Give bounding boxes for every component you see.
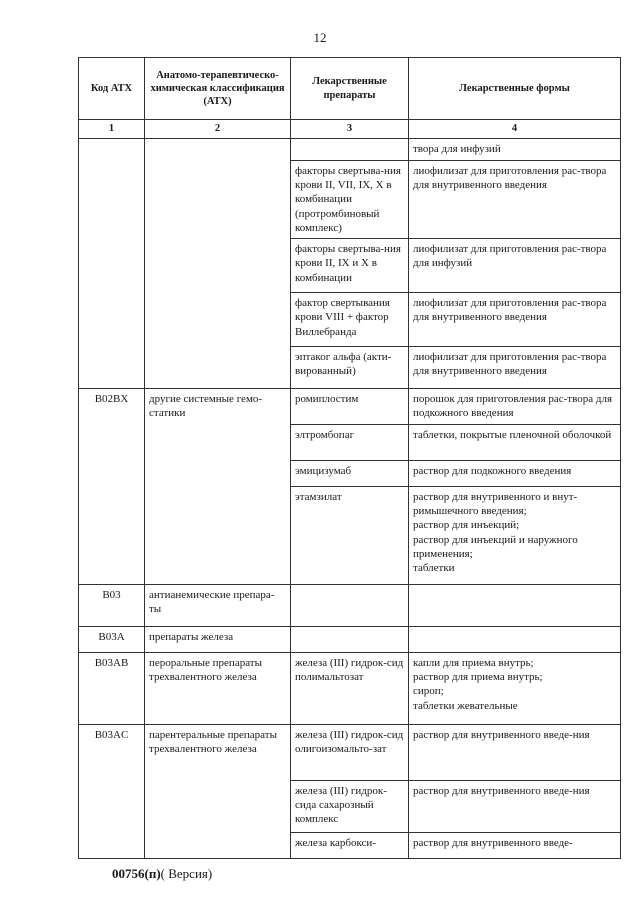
table-row (79, 652, 621, 724)
forms-cell: лиофилизат для приготовления рас-твора для внутривенного введения (409, 347, 621, 389)
drug-cell: элтромбопаг (291, 424, 409, 460)
forms-cell: лиофилизат для приготовления рас-твора для инфузий (409, 239, 621, 293)
atc-code-cell: B03A (79, 626, 145, 652)
drug-cell: фактор свертывания крови VIII + фактор Виллебранда (291, 293, 409, 347)
header-dosage-forms: Лекарственные формы (409, 58, 621, 120)
column-number: 1 (79, 120, 145, 139)
drug-cell: железа (III) гидрок-сид полимальтозат (291, 652, 409, 724)
forms-cell: порошок для приготовления рас-твора для подкожного введения (409, 389, 621, 425)
drug-cell: эмицизумаб (291, 460, 409, 486)
atc-drug-table (78, 57, 621, 859)
header-atc-code: Код АТХ (79, 58, 145, 120)
column-number: 3 (291, 120, 409, 139)
drug-cell: железа (III) гидрок-сида сахарозный комплекс (291, 780, 409, 832)
forms-cell: таблетки, покрытые пленочной оболочкой (409, 424, 621, 460)
header-drugs: Лекарственные препараты (291, 58, 409, 120)
atc-class-cell: препараты железа (145, 626, 291, 652)
drug-cell: факторы свертыва-ния крови II, VII, IX, X в комбинации (протромбиновый комплекс) (291, 160, 409, 238)
table-row (79, 724, 621, 780)
forms-cell: раствор для внутривенного введе- (409, 832, 621, 858)
table-row (79, 584, 621, 626)
drug-cell: железа (III) гидрок-сид олигоизомальто-зат (291, 724, 409, 780)
column-number: 4 (409, 120, 621, 139)
footer-code: 00756(п) (112, 866, 161, 881)
forms-cell: раствор для внутривенного и внут-римышечного введения; раствор для инъекций; раствор для инъекций и наружного применения; таблетки (409, 486, 621, 584)
footer-version: ( Версия) (160, 866, 213, 881)
drug-cell: эптаког альфа (акти-вированный) (291, 347, 409, 389)
atc-code-cell: B03AB (79, 652, 145, 724)
drug-cell: этамзилат (291, 486, 409, 584)
table-row (79, 138, 621, 160)
atc-class-cell: парентеральные препараты трехвалентного железа (145, 724, 291, 858)
forms-cell: раствор для внутривенного введе-ния (409, 780, 621, 832)
drug-cell-empty (291, 138, 409, 160)
table-row (79, 389, 621, 425)
atc-class-cell: пероральные препараты трехвалентного железа (145, 652, 291, 724)
forms-cell: твора для инфузий (409, 138, 621, 160)
atc-code-cell: B03 (79, 584, 145, 626)
atc-code-cell: B02BX (79, 389, 145, 585)
atc-class-cell: другие системные гемо-статики (145, 389, 291, 585)
drug-cell: факторы свертыва-ния крови II, IX и X в комбинации (291, 239, 409, 293)
document-footer (112, 866, 212, 882)
forms-cell: лиофилизат для приготовления рас-твора для внутривенного введения (409, 293, 621, 347)
drug-cell-empty (291, 626, 409, 652)
column-number: 2 (145, 120, 291, 139)
code-cell-empty (79, 138, 145, 388)
atc-class-cell: антианемические препара-ты (145, 584, 291, 626)
atc-code-cell: B03AC (79, 724, 145, 858)
table-row (79, 626, 621, 652)
forms-cell: капли для приема внутрь; раствор для приема внутрь; сироп; таблетки жевательные (409, 652, 621, 724)
forms-cell: раствор для внутривенного введе-ния (409, 724, 621, 780)
forms-cell-empty (409, 626, 621, 652)
forms-cell: раствор для подкожного введения (409, 460, 621, 486)
forms-cell: лиофилизат для приготовления рас-твора для внутривенного введения (409, 160, 621, 238)
header-atc-classification: Анатомо-терапевтическо-химическая классификация (АТХ) (145, 58, 291, 120)
forms-cell-empty (409, 584, 621, 626)
page-number: 12 (313, 30, 327, 45)
drug-cell-empty (291, 584, 409, 626)
class-cell-empty (145, 138, 291, 388)
column-number-row (79, 120, 621, 139)
drug-cell: железа карбокси- (291, 832, 409, 858)
drug-cell: ромиплостим (291, 389, 409, 425)
table-header-row (79, 58, 621, 120)
